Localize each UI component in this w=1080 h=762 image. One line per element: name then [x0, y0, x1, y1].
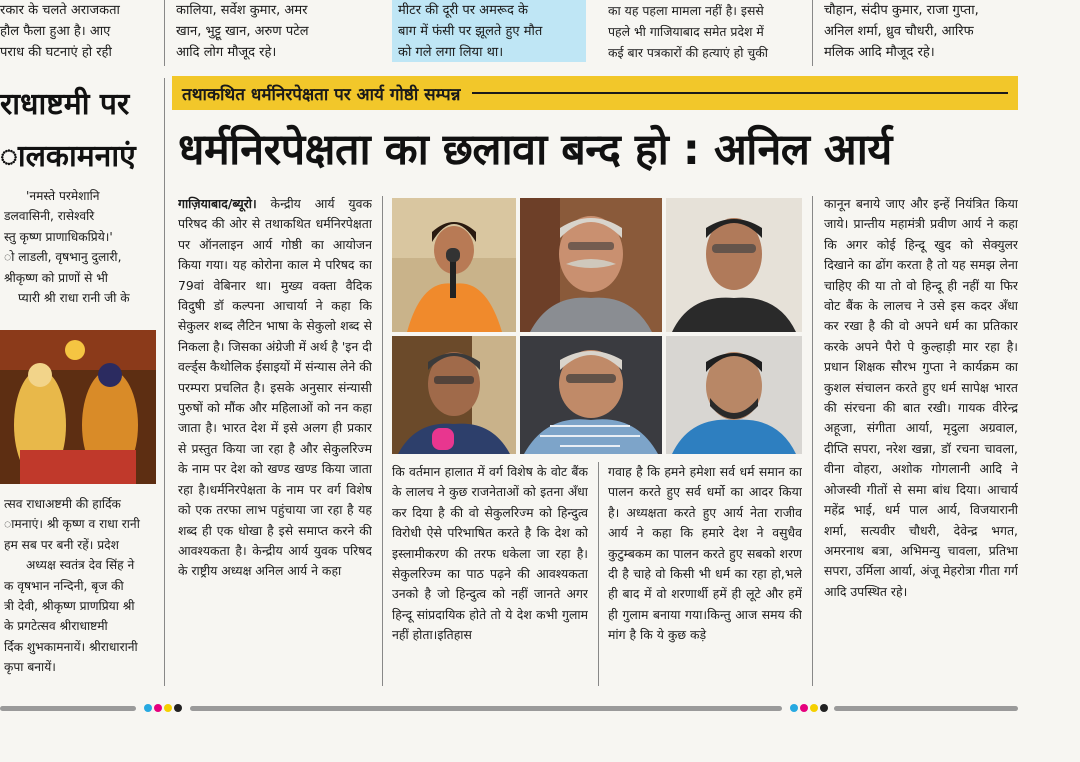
page-bottom-rule: [190, 706, 782, 711]
page-bottom-rule: [834, 706, 1018, 711]
registration-dot-yellow: [164, 704, 172, 712]
article-col-3: गवाह है कि हमने हमेशा सर्व धर्म समान का पालन करते हुए सर्व धर्मो का आदर किया है। अध्यक्षता करते हुए आर्य नेता राजीव आर्य ने कहा कि हमारे देश ने वसुधैव कुटुम्बकम का पालन करते हुए सबको शरण दी है चाहे वो किसी भी धर्म का रहा हो,भले ही बाद में वो शरणार्थी हमें ही लूटे और हमें ही गुलाम बनाया गया।किन्तु आज समय की मांग है कि ये कुछ कड़े: [608, 464, 802, 643]
article-dateline: गाज़ियाबाद/ब्यूरो।: [178, 196, 257, 211]
article-col-2: कि वर्तमान हालात में वर्ग विशेष के वोट बैंक के लालच ने कुछ राजनेताओं को इतना अँधा कर दिया है की वो सेकुलरिज्म को हिन्दुत्व विरोधी ऐसे परिभाषित करते है कि देश को इस्लामीकरण की तरफ धकेला जा रहा है।सेकुलरिज्म का पाठ पढ़ने की आवश्यकता उनको है जो हिन्दुत्व को नहीं जानते अगर हिन्दू सांप्रदायिक होते तो ये देश कभी गुलाम नहीं होता।इतिहास: [392, 464, 588, 643]
left-story-text-top: 'नमस्ते परमेशानि डलवासिनी, रासेश्वरि स्तु कृष्ण प्राणाधिकप्रिये।' ो लाडली, वृषभानु दुलारी, श्रीकृष्ण को प्राणों से भी प्यारी श्री राधा रानी जी के: [4, 189, 130, 306]
young-man-with-beard-photo: [666, 336, 802, 454]
article-kicker: तथाकथित धर्मनिरपेक्षता पर आर्य गोष्ठी सम्पन्न: [172, 76, 1018, 110]
man-with-microphone-photo: [392, 336, 516, 454]
top-strip-col5: चौहान, संदीप कुमार, राजा गुप्ता, अनिल शर्मा, ध्रुव चौधरी, आरिफ मलिक आदि मौजूद रहे।: [824, 3, 979, 60]
article-headline: धर्मनिरपेक्षता का छलावा बन्द हो : अनिल आर्य: [178, 125, 892, 175]
woman-speaker-with-microphone-photo: [392, 198, 516, 332]
registration-dot-yellow: [810, 704, 818, 712]
article-col-1: गाज़ियाबाद/ब्यूरो। केन्द्रीय आर्य युवक परिषद की ओर से तथाकथित धर्मनिरपेक्षता पर ऑनलाइन आर्य गोष्ठी का आयोजन किया गया। यह कोरोना काल मे परिषद का 79वां वेबिनार था। मुख्य वक्ता वैदिक विदुषी डॉ कल्पना आचार्या ने कहा कि सेकुलर शब्द लैटिन भाषा के सेकुलो शब्द से निकला है। जिसका अंग्रेजी में अर्थ है 'इन दी वर्ल्ड्स कैथोलिक ईसाइयों में संन्यास लेने की परम्परा प्रचलित है। इसके अनुसार संन्यासी पुरुषों को मौंक और महिलाओं को नन कहा जाता है। भारत देश में इसे अलग ही प्रकार से प्रस्तुत किया जा रहा है और सेकुलरिज्म के नाम पर देश को खण्ड खण्ड किया जाता रहा है।धर्मनिरपेक्षता के नाम पर वर्ग विशेष को एक तरफा लाभ पहुंचाया जा रहा है यह शब्द ही एक धोखा है इसे समाप्त करने की आवश्यकता है। केन्द्रीय आर्य युवक परिषद के राष्ट्रीय अध्यक्ष अनिल आर्य ने कहा: [178, 196, 372, 579]
registration-dot-cyan: [790, 704, 798, 712]
article-col-4: कानून बनाये जाए और इन्हें नियंत्रित किया जाये। प्रान्तीय महामंत्री प्रवीण आर्य ने कहा कि अगर कोई हिन्दू खुद को सेक्युलर दिखाने का ढोंग करता है तो यह समझ लेना चाहिए की या तो वो हिन्दू ही नहीं या फिर वोट बैंक के लालच ने उसे इस कदर अँधा कर रखा है की वो अपने धर्म का प्रतिकार करके अपने पैरो पे कुल्हाड़ी मार रहा है। प्रधान शिक्षक सौरभ गुप्ता ने कार्यक्रम का कुशल संचालन करते हुए धर्म सापेक्ष भारत की संरचना की बात रखी। गायक वीरेन्द्र अहूजा, संगीता आर्या, मृदुला अग्रवाल, दीप्ति सपरा, नरेश खन्ना, डॉ रचना चावला, वीना वोहरा, अशोक गोगलानी आदि ने ओजस्वी गीतों से समा बांध दिया। आचार्य महेंद्र भाई, धर्म पाल आर्य, विजयारानी शर्मा, सत्यवीर चौधरी, देवेन्द्र भगत, अमरनाथ बत्रा, अभिमन्यु चावला, प्रतिभा सपरा, उर्मिला आर्या, अंजू मेहरोत्रा गीता गर्ग आदि उपस्थित रहे।: [824, 196, 1018, 599]
registration-dot-magenta: [800, 704, 808, 712]
man-in-checked-shirt-photo: [520, 336, 662, 454]
man-with-moustache-photo: [520, 198, 662, 332]
registration-dot-magenta: [154, 704, 162, 712]
top-strip-left: रकार के चलते अराजकता हौल फैला हुआ है। आए पराध की घटनाएं हो रही: [0, 3, 120, 60]
registration-dot-cyan: [144, 704, 152, 712]
top-strip-col3: मीटर की दूरी पर अमरूद के बाग में फंसी पर झूलते हुए मौत को गले लगा लिया था।: [398, 3, 543, 60]
top-strip-col2: कालिया, सर्वेश कुमार, अमर खान, भुट्टू खान, अरुण पटेल आदि लोग मौजूद रहे।: [176, 3, 309, 60]
registration-dot-black: [820, 704, 828, 712]
left-story-text-bottom: त्सव राधाअष्टमी की हार्दिक ामनाएं। श्री कृष्ण व राधा रानी हम सब पर बनी रहें। प्रदेश अध्यक्ष स्वतंत्र देव सिंह ने क वृषभान नन्दिनी, बृज की त्री देवी, श्रीकृष्ण प्राणप्रिया श्री के प्रगटेत्सव श्रीराधाष्टमी र्दिक शुभकामनायें। श्रीराधारानी कृपा बनायें।: [4, 497, 140, 675]
man-with-glasses-photo: [666, 198, 802, 332]
top-strip-col4: का यह पहला मामला नहीं है। इससे पहले भी गाजियाबाद समेत प्रदेश में कई बार पत्रकारों की हत्याएं हो चुकी: [608, 3, 768, 60]
radha-krishna-deity-photo: [0, 330, 156, 484]
webinar-photo-grid: [392, 198, 802, 454]
kicker-rule: [472, 92, 1008, 94]
left-story-headline-2: ालकामनाएं: [0, 139, 136, 174]
page-bottom-rule: [0, 706, 136, 711]
registration-dot-black: [174, 704, 182, 712]
left-story-headline-1: राधाष्टमी पर: [0, 87, 130, 122]
